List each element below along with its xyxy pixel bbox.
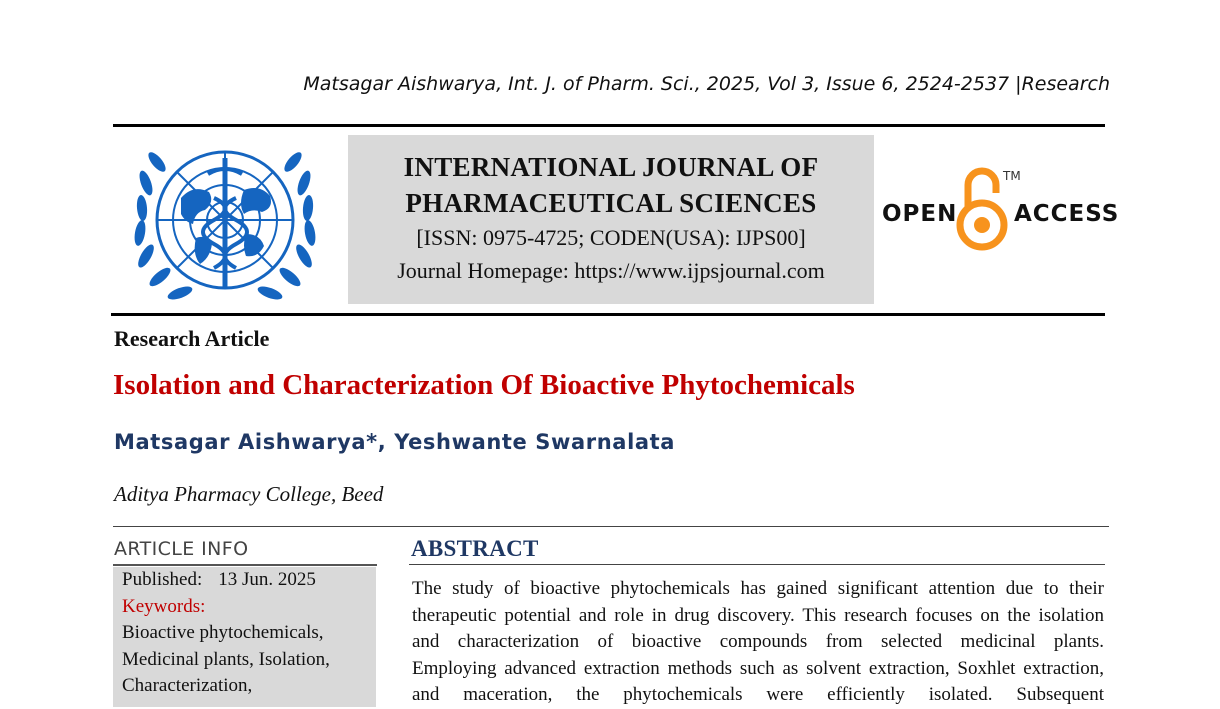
- article-info-rule: [113, 564, 377, 566]
- open-access-right-text: ACCESS: [1014, 201, 1120, 227]
- abstract-line: and characterization of bioactive compounds from selected medicinal plants.: [412, 631, 1104, 652]
- abstract-line: The study of bioactive phytochemicals has gained significant attention due to their: [412, 578, 1104, 599]
- header-rule-bottom: [111, 313, 1105, 316]
- running-head: Matsagar Aishwarya, Int. J. of Pharm. Sci., 2025, Vol 3, Issue 6, 2524-2537 |Research: [303, 73, 1110, 95]
- published-row: [122, 567, 376, 594]
- keyword-line: Bioactive phytochemicals,: [122, 622, 324, 643]
- globe-caduceus-emblem-icon: [126, 138, 324, 306]
- published-date: 13 Jun. 2025: [218, 569, 316, 590]
- article-affiliation: Aditya Pharmacy College, Beed: [114, 482, 384, 506]
- keyword-line: Medicinal plants, Isolation,: [122, 648, 330, 670]
- article-authors: Matsagar Aishwarya*, Yeshwante Swarnalata: [114, 430, 676, 454]
- article-info-panel: [113, 567, 376, 707]
- article-type: Research Article: [114, 326, 270, 351]
- section-divider: [113, 526, 1109, 527]
- abstract-line: therapeutic potential and role in drug discovery. This research focuses on the isolation: [412, 604, 1104, 626]
- article-title: Isolation and Characterization Of Bioactive Phytochemicals: [113, 369, 855, 401]
- abstract-line: Employing advanced extraction methods such as solvent extraction, Soxhlet extraction,: [412, 657, 1104, 679]
- published-label: Published:: [122, 569, 203, 590]
- article-info-heading: ARTICLE INFO: [114, 538, 249, 560]
- journal-issn: [ISSN: 0975-4725; CODEN(USA): IJPS00]: [416, 225, 806, 250]
- abstract-heading: ABSTRACT: [411, 536, 539, 561]
- abstract-line: and maceration, the phytochemicals were efficiently isolated. Subsequent: [412, 684, 1104, 705]
- abstract-body: [412, 576, 1104, 709]
- keyword-line: Characterization,: [122, 675, 253, 696]
- open-access-left-text: OPEN: [882, 201, 958, 227]
- abstract-rule: [409, 564, 1105, 565]
- journal-homepage: Journal Homepage: https://www.ijpsjournal.com: [397, 258, 825, 283]
- header-rule-top: [113, 124, 1105, 127]
- open-access-tm: TM: [1003, 169, 1021, 183]
- open-access-logo: [880, 165, 1120, 255]
- journal-title-line2: PHARMACEUTICAL SCIENCES: [405, 188, 817, 218]
- journal-masthead: [348, 135, 874, 304]
- keywords-label: Keywords:: [122, 595, 206, 617]
- journal-title-line1: INTERNATIONAL JOURNAL OF: [403, 152, 819, 182]
